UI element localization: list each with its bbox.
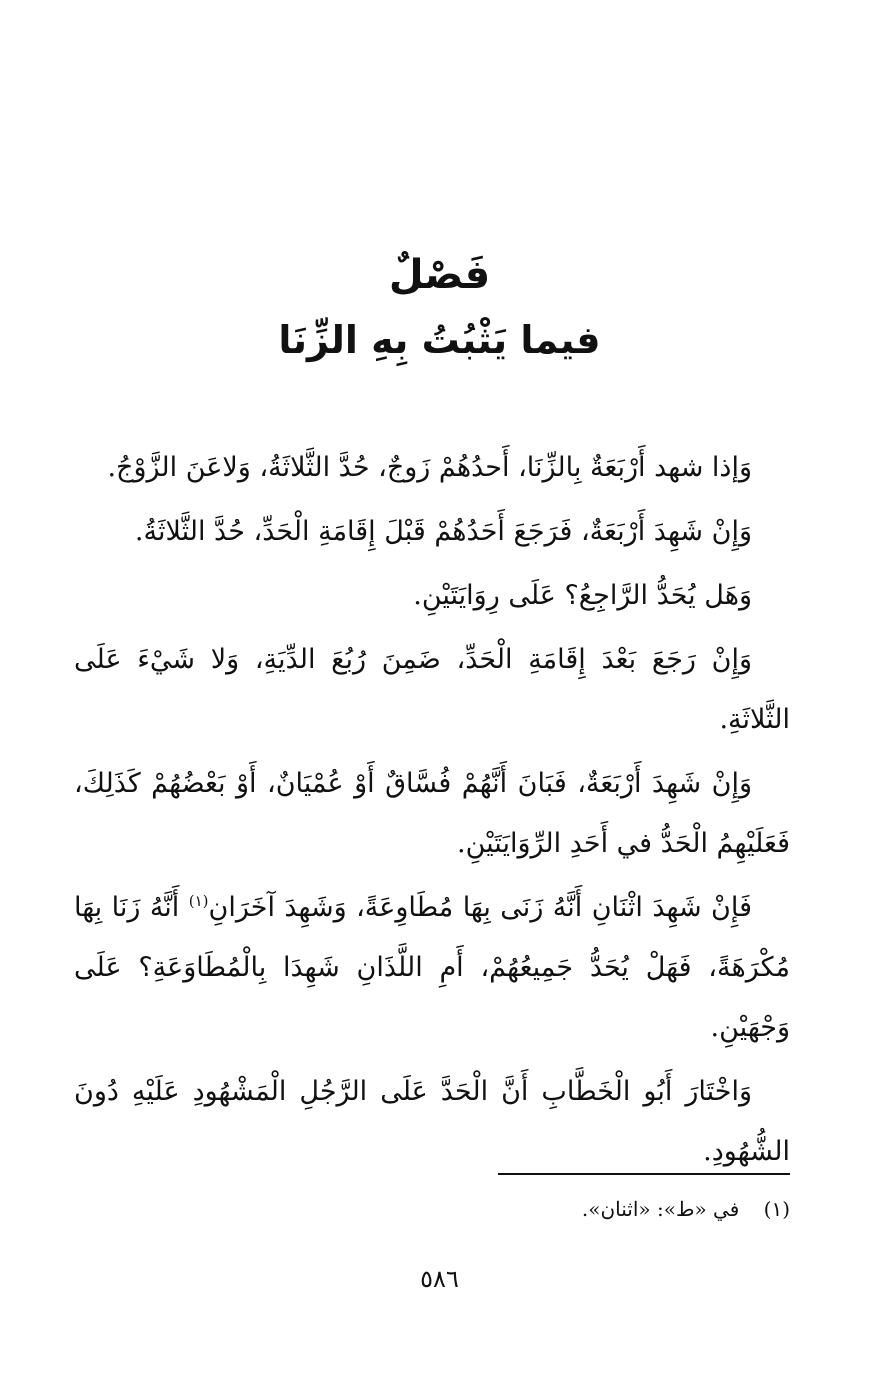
section-subtitle: فيما يَثْبُتُ بِهِ الزِّنَا	[278, 318, 601, 362]
paragraph-6-start: فَإِنْ شَهِدَ اثْنَانِ أَنَّهُ زَنَى بِهَا مُطَاوِعَةً، وَشَهِدَ آخَرَانِ	[208, 892, 752, 923]
paragraph-6	[74, 878, 790, 1058]
paragraph-3: وَهَل يُحَدُّ الرَّاجِعُ؟ عَلَى رِوَايَتَيْنِ.	[413, 580, 752, 611]
footnote	[74, 1194, 790, 1224]
paragraph-1: وَإذا شهد أَرْبَعَةٌ بِالزِّنَا، أَحدُهُمْ زَوجٌ، حُدَّ الثَّلاثَةُ، وَلاعَنَ الزَّوْجُ.	[107, 452, 752, 483]
section-title: فَصْلٌ	[388, 252, 491, 298]
paragraph-4: وَإِنْ رَجَعَ بَعْدَ إِقَامَةِ الْحَدِّ، ضَمِنَ رُبُعَ الدِّيَةِ، وَلا شَيْءَ عَلَى الثَّلاثَةِ.	[74, 644, 790, 735]
paragraph-6-end: أَنَّهُ زَنَا بِهَا مُكْرَهَةً، فَهَلْ يُحَدُّ جَمِيعُهُمْ، أَمِ اللَّذَانِ شَهِدَا بِالْمُطَاوَعَةِ؟ عَلَى وَجْهَيْنِ.	[74, 892, 790, 1043]
paragraph-2: وَإِنْ شَهِدَ أَرْبَعَةٌ، فَرَجَعَ أَحَدُهُمْ قَبْلَ إِقَامَةِ الْحَدِّ، حُدَّ الثَّلاثَةُ.	[134, 516, 752, 547]
paragraph-5: وَإِنْ شَهِدَ أَرْبَعَةٌ، فَبَانَ أَنَّهُمْ فُسَّاقٌ أَوْ عُمْيَانٌ، أَوْ بَعْضُهُمْ كَذَلِكَ، فَعَلَيْهِمُ الْحَدُّ في أَحَدِ الرِّوَايَتَيْنِ.	[74, 768, 790, 859]
footnote-text: في «ط»: «اثنان».	[581, 1197, 740, 1221]
footnote-divider	[498, 1173, 790, 1175]
page-number: ٥٨٦	[420, 1265, 459, 1293]
section-heading	[0, 248, 879, 368]
paragraph-7: وَاخْتَارَ أَبُو الْخَطَّابِ أَنَّ الْحَدَّ عَلَى الرَّجُلِ الْمَشْهُودِ عَلَيْهِ دُونَ الشُّهُودِ.	[74, 1076, 790, 1167]
main-text	[74, 438, 790, 1182]
footnote-number: (١)	[763, 1197, 790, 1221]
footnote-reference: (١)	[188, 892, 209, 910]
